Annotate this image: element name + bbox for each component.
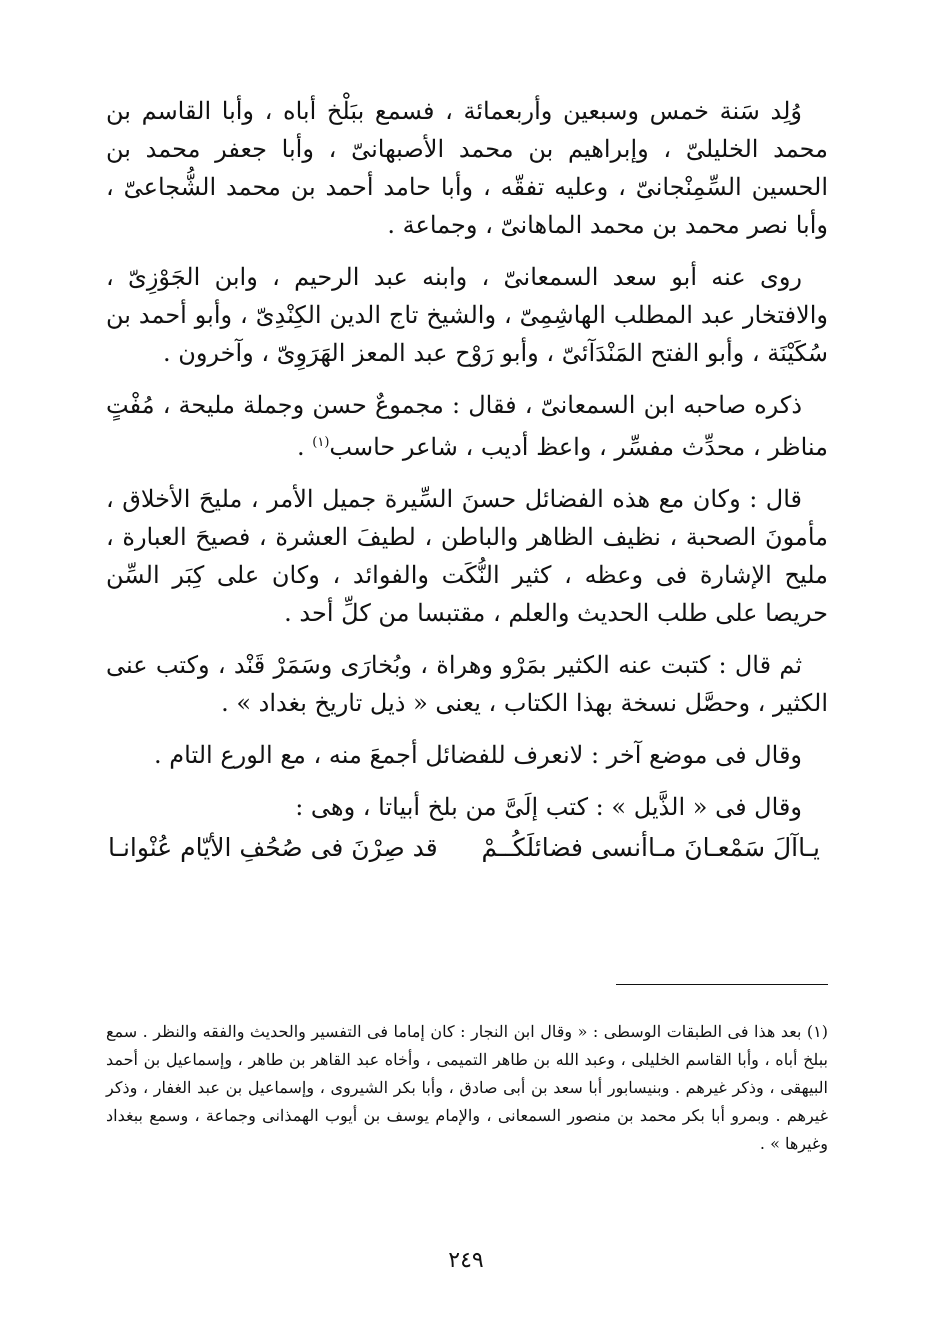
footnote-marker: (١) <box>312 435 330 450</box>
poem-verse <box>106 830 828 866</box>
dhikr-end: . <box>296 433 313 461</box>
verse-second-hemistich: قد صِرْنَ فى صُحُفِ الأيّام عُنْوانـا <box>108 833 438 862</box>
footnote-separator <box>616 984 828 985</box>
paragraph-dhayl: وقال فى « الذَّيل » : كتب إلَىَّ من بلخ أبياتا ، وهى : <box>295 793 802 821</box>
paragraph-other-place: وقال فى موضع آخر : لانعرف للفضائل أجمعَ منه ، مع الورع التام . <box>154 741 802 769</box>
paragraph-virtues: قال : وكان مع هذه الفضائل حسنَ السِّيرة جميل الأمر ، مليحَ الأخلاق ، مأمونَ الصحبة ، نظيف الظاهر والباطن ، لطيفَ العشرة ، فصيحَ العبارة ، مليح الإشارة فى وعظه ، كثير النُّكَت والفوائد ، وكان على كِبَر السِّن حريصا على طلب الحديث والعلم ، مقتبسا من كلِّ أحد . <box>106 485 828 627</box>
verse-first-hemistich: يـاآلَ سَمْعـانَ مـاأنسى فضائلَكُــمْ <box>481 833 820 862</box>
main-text <box>106 92 828 866</box>
page-number: ٢٤٩ <box>448 1248 484 1273</box>
paragraph-narrators: روى عنه أبو سعد السمعانىّ ، وابنه عبد الرحيم ، وابن الجَوْزِىّ ، والافتخار عبد المطلب الهاشِمِىّ ، والشيخ تاج الدين الكِنْدِىّ ، وأبو أحمد بن سُكَيْنَة ، وأبو الفتح المَنْدَآئىّ ، وأبو رَوْح عبد المعز الهَرَوِىّ ، وآخرون . <box>106 263 828 367</box>
paragraph-dhikr <box>106 386 828 466</box>
footnote: (١) بعد هذا فى الطبقات الوسطى : « وقال ابن النجار : كان إماما فى التفسير والحديث والفقه والنظر . سمع ببلخ أباه ، وأبا القاسم الخليلى ، وعبد الله بن طاهر التميمى ، وأخاه عبد القاهر بن طاهر ، وإسماعيل بن أحمد البيهقى ، وذكر غيرهم . وبنيسابور أبا سعد بن أبى صادق ، وأبا بكر الشيروى ، وإسماعيل بن عبد الغفار ، وذكر غيرهم . وبمرو أبا بكر محمد بن منصور السمعانى ، والإمام يوسف بن أيوب الهمذانى وجماعة ، وسمع ببغداد وغيرها » . <box>106 1022 828 1153</box>
paragraph-birth: وُلِد سَنة خمس وسبعين وأربعمائة ، فسمع ببَلْخ أباه ، وأبا القاسم بن محمد الخليلىّ ، وإبراهيم بن محمد الأصبهانىّ ، وأبا جعفر محمد بن الحسين السِّمِنْجانىّ ، وعليه تفقّه ، وأبا حامد أحمد بن محمد الشُّجاعىّ ، وأبا نصر محمد بن محمد الماهانىّ ، وجماعة . <box>106 97 828 239</box>
paragraph-writings: ثم قال : كتبت عنه الكثير بمَرْو وهراة ، وبُخارَى وسَمَرْ قَنْد ، وكتب عنى الكثير ، وحصَّل نسخة بهذا الكتاب ، يعنى « ذيل تاريخ بغداد » . <box>106 651 828 717</box>
dhikr-text: ذكره صاحبه ابن السمعانىّ ، فقال : مجموعٌ حسن وجملة مليحة ، مُفْتٍ مناظر ، محدِّث مفسِّر ، واعظ أديب ، شاعر حاسب <box>106 391 828 461</box>
